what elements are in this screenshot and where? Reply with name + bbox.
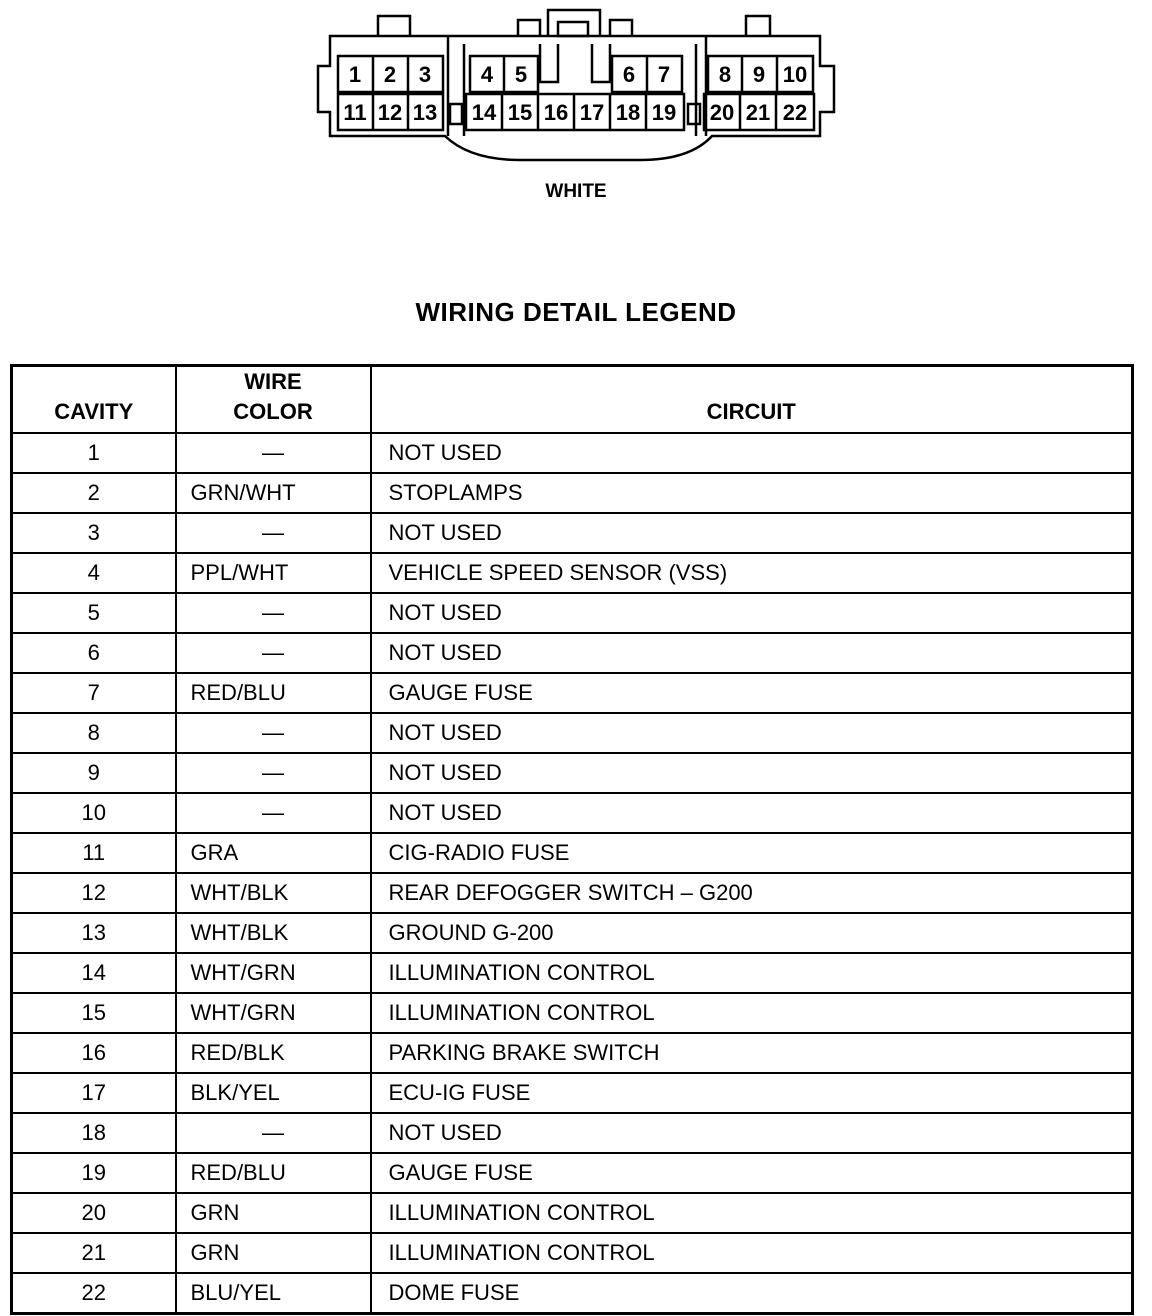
table-row xyxy=(12,873,1133,913)
wire-color-cell: — xyxy=(176,1113,371,1153)
cavity-cell: 20 xyxy=(12,1193,176,1233)
cavity-cell: 11 xyxy=(12,833,176,873)
cavity-cell: 2 xyxy=(12,473,176,513)
cavity-cell: 3 xyxy=(12,513,176,553)
circuit-cell: NOT USED xyxy=(371,793,1133,833)
header-wire-color-line2: COLOR xyxy=(233,399,313,424)
connector-color-label: WHITE xyxy=(545,181,607,202)
circuit-cell: NOT USED xyxy=(371,1113,1133,1153)
circuit-cell: PARKING BRAKE SWITCH xyxy=(371,1033,1133,1073)
table-row xyxy=(12,913,1133,953)
cavity-label-22: 22 xyxy=(782,100,808,125)
table-row xyxy=(12,633,1133,673)
table-row xyxy=(12,953,1133,993)
table-row xyxy=(12,1273,1133,1313)
cavity-cell: 10 xyxy=(12,793,176,833)
circuit-cell: ILLUMINATION CONTROL xyxy=(371,1233,1133,1273)
circuit-cell: STOPLAMPS xyxy=(371,473,1133,513)
circuit-cell: NOT USED xyxy=(371,433,1133,473)
cavity-cell: 17 xyxy=(12,1073,176,1113)
cavity-cell: 19 xyxy=(12,1153,176,1193)
cavity-label-17: 17 xyxy=(579,100,605,125)
cavity-cell: 12 xyxy=(12,873,176,913)
header-wire-color-line1: WIRE xyxy=(244,369,302,394)
circuit-cell: GAUGE FUSE xyxy=(371,673,1133,713)
cavity-label-4: 4 xyxy=(480,62,494,87)
wire-color-cell: RED/BLU xyxy=(176,673,371,713)
cavity-label-8: 8 xyxy=(718,62,732,87)
cavity-label-13: 13 xyxy=(412,100,438,125)
circuit-cell: GAUGE FUSE xyxy=(371,1153,1133,1193)
circuit-cell: CIG-RADIO FUSE xyxy=(371,833,1133,873)
table-row xyxy=(12,513,1133,553)
circuit-cell: NOT USED xyxy=(371,713,1133,753)
circuit-cell: ECU-IG FUSE xyxy=(371,1073,1133,1113)
wire-color-cell: — xyxy=(176,433,371,473)
cavity-label-10: 10 xyxy=(782,62,808,87)
circuit-cell: VEHICLE SPEED SENSOR (VSS) xyxy=(371,553,1133,593)
cavity-label-9: 9 xyxy=(752,62,766,87)
circuit-cell: NOT USED xyxy=(371,513,1133,553)
wire-color-cell: PPL/WHT xyxy=(176,553,371,593)
wire-color-cell: RED/BLK xyxy=(176,1033,371,1073)
table-row xyxy=(12,1193,1133,1233)
circuit-cell: GROUND G-200 xyxy=(371,913,1133,953)
table-row xyxy=(12,1033,1133,1073)
connector-diagram xyxy=(300,6,860,174)
cavity-label-1: 1 xyxy=(348,62,362,87)
table-row xyxy=(12,673,1133,713)
wire-color-cell: BLU/YEL xyxy=(176,1273,371,1313)
wire-color-cell: WHT/GRN xyxy=(176,953,371,993)
cavity-label-16: 16 xyxy=(543,100,569,125)
cavity-cell: 22 xyxy=(12,1273,176,1313)
wire-color-cell: WHT/GRN xyxy=(176,993,371,1033)
wire-color-cell: GRA xyxy=(176,833,371,873)
circuit-cell: NOT USED xyxy=(371,753,1133,793)
cavity-cell: 7 xyxy=(12,673,176,713)
cavity-cell: 21 xyxy=(12,1233,176,1273)
table-row xyxy=(12,833,1133,873)
cavity-label-18: 18 xyxy=(615,100,641,125)
table-row xyxy=(12,713,1133,753)
table-row xyxy=(12,1073,1133,1113)
wire-color-cell: GRN/WHT xyxy=(176,473,371,513)
legend-body xyxy=(12,433,1133,1313)
circuit-cell: ILLUMINATION CONTROL xyxy=(371,1193,1133,1233)
cavity-cell: 1 xyxy=(12,433,176,473)
cavity-cell: 15 xyxy=(12,993,176,1033)
circuit-cell: ILLUMINATION CONTROL xyxy=(371,953,1133,993)
wire-color-cell: WHT/BLK xyxy=(176,913,371,953)
table-row xyxy=(12,433,1133,473)
wire-color-cell: GRN xyxy=(176,1233,371,1273)
cavity-cell: 5 xyxy=(12,593,176,633)
header-cavity: CAVITY xyxy=(12,366,176,434)
cavity-label-6: 6 xyxy=(622,62,636,87)
cavity-label-5: 5 xyxy=(514,62,528,87)
legend-title: WIRING DETAIL LEGEND xyxy=(415,297,737,327)
cavity-label-2: 2 xyxy=(383,62,397,87)
cavity-cell: 18 xyxy=(12,1113,176,1153)
table-header-row xyxy=(12,366,1133,434)
cavity-label-11: 11 xyxy=(343,100,367,125)
table-row xyxy=(12,793,1133,833)
cavity-cell: 13 xyxy=(12,913,176,953)
cavity-label-20: 20 xyxy=(709,100,735,125)
wire-color-cell: — xyxy=(176,753,371,793)
table-row xyxy=(12,753,1133,793)
wire-color-cell: — xyxy=(176,713,371,753)
cavity-label-19: 19 xyxy=(651,100,677,125)
wire-color-cell: — xyxy=(176,513,371,553)
wire-color-cell: WHT/BLK xyxy=(176,873,371,913)
table-row xyxy=(12,473,1133,513)
wire-color-cell: BLK/YEL xyxy=(176,1073,371,1113)
circuit-cell: ILLUMINATION CONTROL xyxy=(371,993,1133,1033)
wire-color-cell: — xyxy=(176,633,371,673)
circuit-cell: DOME FUSE xyxy=(371,1273,1133,1313)
table-row xyxy=(12,993,1133,1033)
wire-color-cell: — xyxy=(176,593,371,633)
wiring-legend-table xyxy=(10,364,1134,1315)
cavity-cell: 9 xyxy=(12,753,176,793)
wire-color-cell: — xyxy=(176,793,371,833)
cavity-label-14: 14 xyxy=(471,100,497,125)
table-row xyxy=(12,1113,1133,1153)
header-circuit: CIRCUIT xyxy=(371,366,1133,434)
cavity-cell: 4 xyxy=(12,553,176,593)
cavity-label-3: 3 xyxy=(418,62,432,87)
cavity-cell: 14 xyxy=(12,953,176,993)
cavity-label-12: 12 xyxy=(377,100,403,125)
wire-color-cell: GRN xyxy=(176,1193,371,1233)
table-row xyxy=(12,1233,1133,1273)
circuit-cell: NOT USED xyxy=(371,633,1133,673)
cavity-cell: 16 xyxy=(12,1033,176,1073)
cavity-cell: 8 xyxy=(12,713,176,753)
cavity-label-21: 21 xyxy=(745,100,771,125)
table-row xyxy=(12,1153,1133,1193)
wire-color-cell: RED/BLU xyxy=(176,1153,371,1193)
circuit-cell: NOT USED xyxy=(371,593,1133,633)
header-wire-color xyxy=(176,366,371,434)
table-row xyxy=(12,593,1133,633)
cavity-label-7: 7 xyxy=(657,62,671,87)
cavity-cell: 6 xyxy=(12,633,176,673)
cavity-label-15: 15 xyxy=(507,100,533,125)
table-row xyxy=(12,553,1133,593)
circuit-cell: REAR DEFOGGER SWITCH – G200 xyxy=(371,873,1133,913)
